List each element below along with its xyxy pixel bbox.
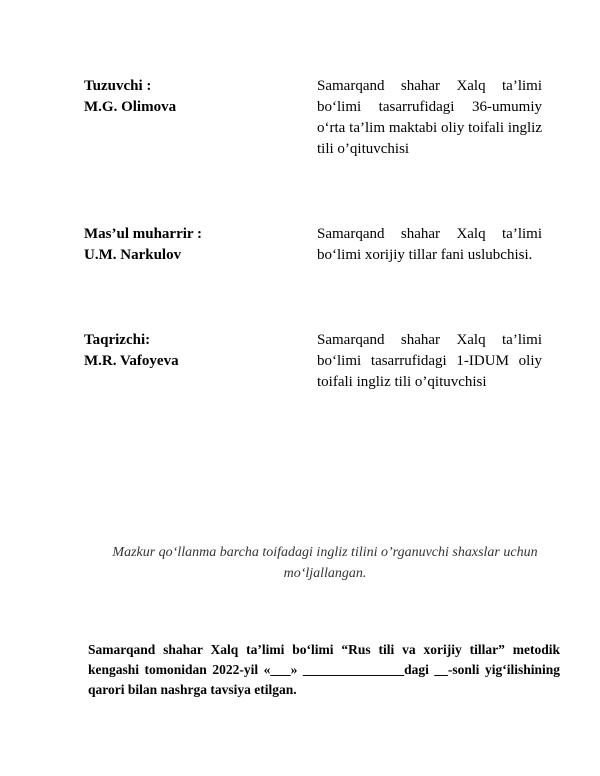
credit-description: Samarqand shahar Xalq ta’limi bo‘limi xorijiy tillar fani uslubchisi.	[317, 226, 542, 263]
credit-description: Samarqand shahar Xalq ta’limi bo‘limi tasarrufidagi 1-IDUM oliy toifali ingliz tili o’qituvchisi	[317, 332, 542, 390]
credit-description: Samarqand shahar Xalq ta’limi bo‘limi tasarrufidagi 36-umumiy o‘rta ta’lim maktabi oliy toifali ingliz tili o’qituvchisi	[317, 78, 542, 157]
credit-role-label: Tuzuvchi :	[84, 78, 152, 94]
credit-person-name: U.M. Narkulov	[84, 247, 182, 263]
credit-role-label: Taqrizchi:	[84, 332, 151, 348]
approval-statement: Samarqand shahar Xalq ta’limi bo‘limi “Rus tili va xorijiy tillar” metodik kengashi tomonidan 2022-yil «___» _______________dagi __-sonli yig‘ilishining qarori bilan nashrga tavsiya etilgan.	[88, 642, 560, 697]
audience-note: Mazkur qo‘llanma barcha toifadagi ingliz tilini o’rganuvchi shaxslar uchun mo‘ljallangan.	[112, 545, 538, 581]
credit-person-name: M.R. Vafoyeva	[84, 353, 179, 369]
credit-role-block	[84, 330, 284, 372]
credit-role-label: Mas’ul muharrir :	[84, 226, 203, 242]
credit-role-block	[84, 76, 284, 118]
credit-role-block	[84, 224, 284, 266]
credit-person-name: M.G. Olimova	[84, 99, 177, 115]
